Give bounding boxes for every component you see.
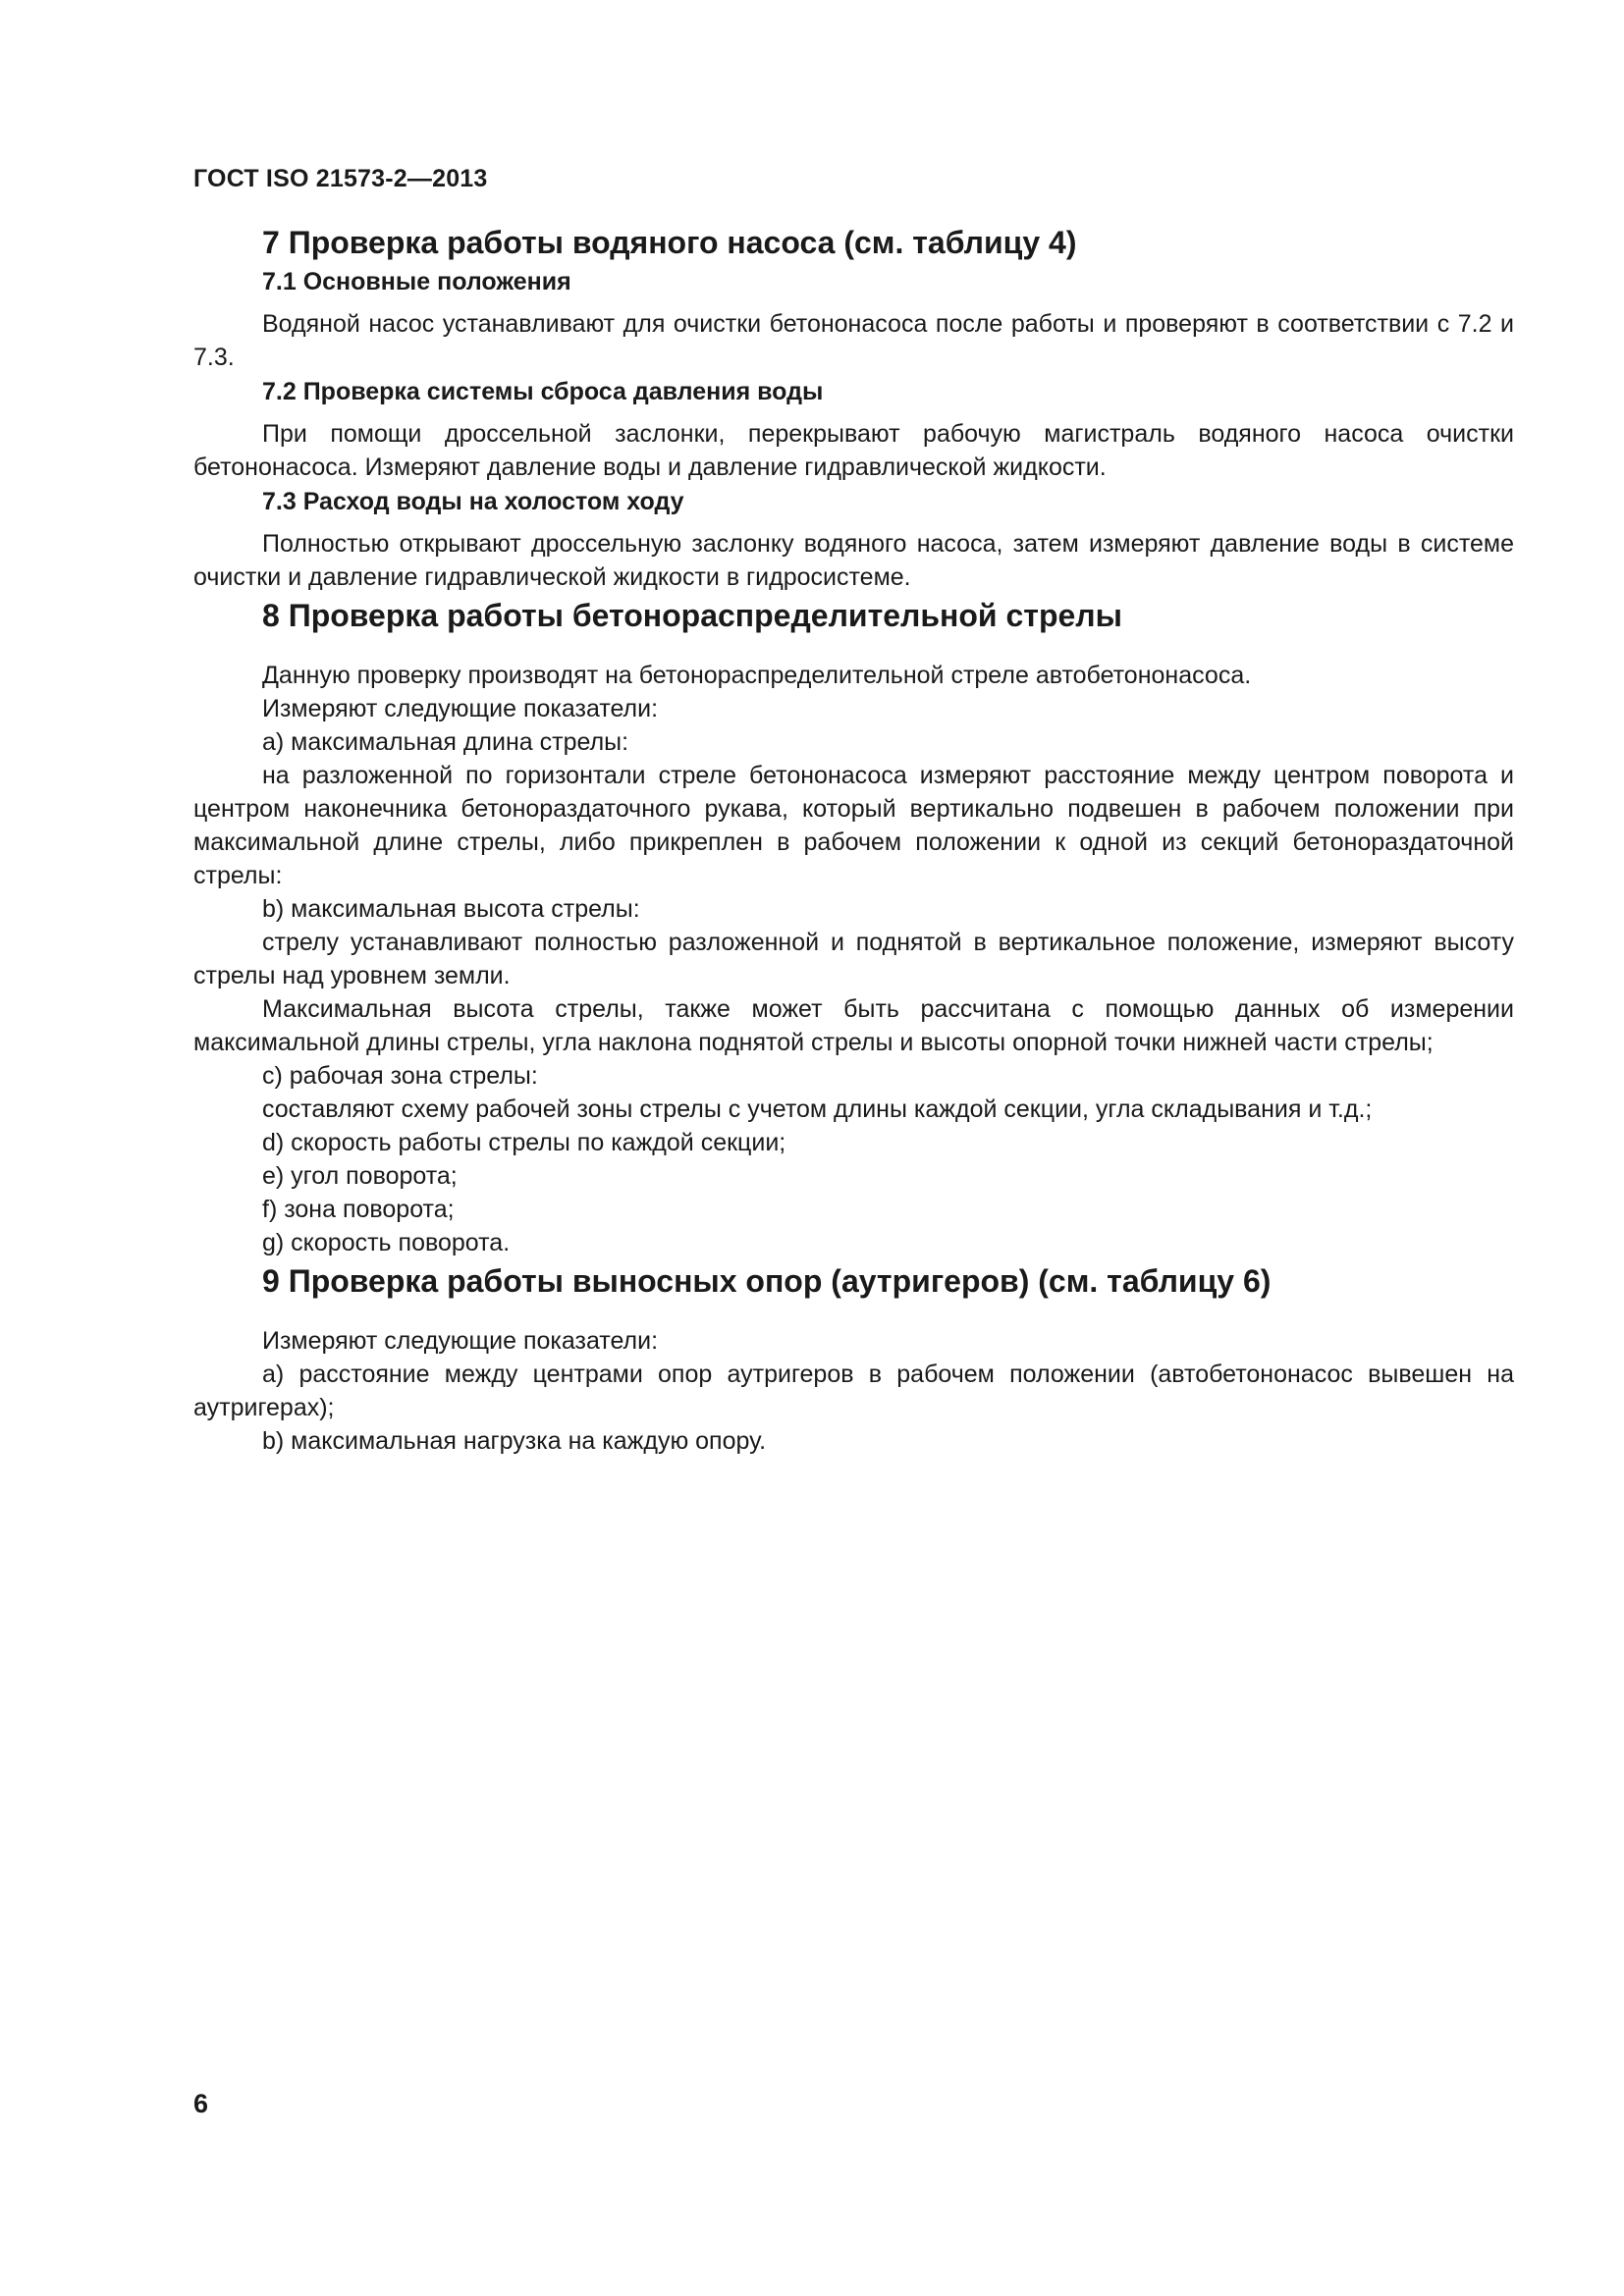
- section-7-title: 7 Проверка работы водяного насоса (см. таблицу 4): [262, 225, 1077, 260]
- list-item-c-text: составляют схему рабочей зоны стрелы с учетом длины каждой секции, угла складывания и т.д.;: [262, 1095, 1373, 1123]
- list-item-b-text: стрелу устанавливают полностью разложенной и поднятой в вертикальное положение, измеряют высоту стрелы над уровнем земли.: [193, 929, 1514, 989]
- section-8-intro: Данную проверку производят на бетонораспределительной стреле автобетононасоса.: [262, 662, 1252, 689]
- list-item-a-label: a) максимальная длина стрелы:: [262, 728, 629, 756]
- list-item-d: d) скорость работы стрелы по каждой секции;: [262, 1129, 786, 1156]
- section-9-measure-lead: Измеряют следующие показатели:: [262, 1327, 659, 1355]
- subsection-7-1-text: Водяной насос устанавливают для очистки бетононасоса после работы и проверяют в соответствии с 7.2 и 7.3.: [193, 310, 1514, 371]
- list-item-g: g) скорость поворота.: [262, 1229, 511, 1256]
- list-item-c-label: c) рабочая зона стрелы:: [262, 1062, 538, 1090]
- subsection-7-2-title: 7.2 Проверка системы сброса давления воды: [262, 378, 824, 405]
- page-number: 6: [193, 2089, 209, 2118]
- subsection-7-1-title: 7.1 Основные положения: [262, 268, 571, 295]
- section-8-title: 8 Проверка работы бетонораспределительной стрелы: [262, 598, 1122, 633]
- section-8-measure-lead: Измеряют следующие показатели:: [262, 695, 659, 722]
- list-item-f: f) зона поворота;: [262, 1196, 455, 1223]
- section-9-list-item-a: a) расстояние между центрами опор аутригеров в рабочем положении (автобетононасос вывешен на аутригерах);: [193, 1361, 1514, 1421]
- section-9-title: 9 Проверка работы выносных опор (аутригеров) (см. таблицу 6): [262, 1263, 1272, 1299]
- list-item-e: e) угол поворота;: [262, 1162, 458, 1190]
- list-item-b-label: b) максимальная высота стрелы:: [262, 895, 640, 923]
- list-item-a-text: на разложенной по горизонтали стреле бетононасоса измеряют расстояние между центром поворота и центром наконечника бетонораздаточного рукава, который вертикально подвешен в рабочем положении при максимальной длине стрелы, либо прикреплен в рабочем положении к одной из секций бетонораздаточной стрелы:: [193, 762, 1514, 889]
- subsection-7-3-text: Полностью открывают дроссельную заслонку водяного насоса, затем измеряют давление воды в системе очистки и давление гидравлической жидкости в гидросистеме.: [193, 530, 1514, 591]
- section-9-list-item-b: b) максимальная нагрузка на каждую опору.: [262, 1427, 767, 1455]
- subsection-7-3-title: 7.3 Расход воды на холостом ходу: [262, 488, 684, 515]
- subsection-7-2-text: При помощи дроссельной заслонки, перекрывают рабочую магистраль водяного насоса очистки бетононасоса. Измеряют давление воды и давление гидравлической жидкости.: [193, 420, 1514, 481]
- document-body: [193, 221, 1514, 1458]
- document-header: ГОСТ ISO 21573-2—2013: [193, 165, 488, 192]
- list-item-b-text-2: Максимальная высота стрелы, также может быть рассчитана с помощью данных об измерении максимальной длины стрелы, угла наклона поднятой стрелы и высоты опорной точки нижней части стрелы;: [193, 995, 1514, 1056]
